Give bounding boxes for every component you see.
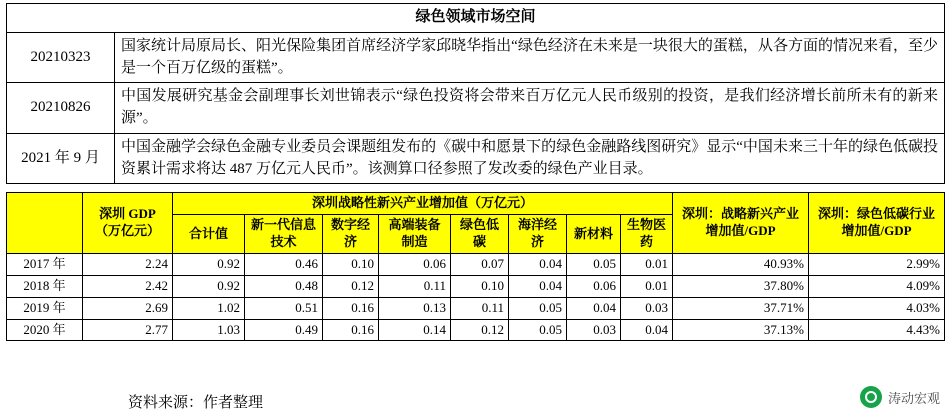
cell-materials: 0.05	[567, 253, 621, 275]
cell-total: 0.92	[173, 275, 245, 297]
table-row	[7, 32, 945, 83]
cell-it: 0.49	[245, 319, 323, 341]
header-gdp: 深圳 GDP（万亿元）	[83, 193, 173, 254]
cell-bio: 0.01	[621, 253, 673, 275]
cell-ratio-green: 2.99%	[809, 253, 945, 275]
watermark	[856, 384, 944, 410]
cell-it: 0.51	[245, 297, 323, 319]
cell-equipment: 0.11	[379, 275, 451, 297]
cell-bio: 0.03	[621, 297, 673, 319]
table-row	[7, 297, 945, 319]
source-note: 资料来源：作者整理	[128, 395, 264, 411]
row-year: 2017 年	[7, 253, 83, 275]
table-row	[7, 319, 945, 341]
subheader-equipment: 高端装备制造	[379, 215, 451, 254]
quote-table	[6, 3, 945, 184]
subheader-marine: 海洋经济	[509, 215, 567, 254]
row-year: 2018 年	[7, 275, 83, 297]
cell-green: 0.12	[451, 319, 509, 341]
cell-materials: 0.04	[567, 297, 621, 319]
table-row	[7, 133, 945, 184]
corner-cell	[7, 193, 83, 254]
cell-marine: 0.04	[509, 275, 567, 297]
table-row	[7, 83, 945, 134]
quote-text: 中国发展研究基金会副理事长刘世锦表示“绿色投资将会带来百万亿元人民币级别的投资，是我们经济增长前所未有的新来源”。	[115, 83, 945, 134]
cell-materials: 0.06	[567, 275, 621, 297]
quote-date: 20210323	[7, 32, 115, 83]
table-row	[7, 253, 945, 275]
subheader-digital: 数字经济	[323, 215, 379, 254]
cell-ratio-emerging: 40.93%	[673, 253, 809, 275]
cell-digital: 0.16	[323, 319, 379, 341]
cell-gdp: 2.24	[83, 253, 173, 275]
cell-marine: 0.05	[509, 297, 567, 319]
header-ratio-emerging: 深圳：战略新兴产业增加值/GDP	[673, 193, 809, 254]
cell-total: 1.03	[173, 319, 245, 341]
watermark-logo-icon	[860, 386, 882, 408]
cell-ratio-green: 4.03%	[809, 297, 945, 319]
subheader-total: 合计值	[173, 215, 245, 254]
cell-green: 0.07	[451, 253, 509, 275]
row-year: 2019 年	[7, 297, 83, 319]
cell-gdp: 2.42	[83, 275, 173, 297]
row-year: 2020 年	[7, 319, 83, 341]
cell-digital: 0.12	[323, 275, 379, 297]
cell-equipment: 0.14	[379, 319, 451, 341]
cell-equipment: 0.13	[379, 297, 451, 319]
quote-date: 2021 年 9 月	[7, 133, 115, 184]
cell-ratio-emerging: 37.71%	[673, 297, 809, 319]
watermark-text: 涛动宏观	[887, 390, 940, 406]
cell-ratio-emerging: 37.13%	[673, 319, 809, 341]
subheader-green: 绿色低碳	[451, 215, 509, 254]
cell-gdp: 2.77	[83, 319, 173, 341]
cell-gdp: 2.69	[83, 297, 173, 319]
quote-title-row	[7, 4, 945, 33]
cell-total: 0.92	[173, 253, 245, 275]
data-table	[6, 192, 945, 341]
cell-ratio-emerging: 37.80%	[673, 275, 809, 297]
cell-ratio-green: 4.09%	[809, 275, 945, 297]
cell-materials: 0.03	[567, 319, 621, 341]
data-table-header-row-1	[7, 193, 945, 215]
document-page	[0, 3, 952, 418]
table-row	[7, 275, 945, 297]
cell-digital: 0.16	[323, 297, 379, 319]
quote-table-title: 绿色领域市场空间	[7, 4, 945, 33]
quote-text: 国家统计局原局长、阳光保险集团首席经济学家邱晓华指出“绿色经济在未来是一块很大的蛋糕，从各方面的情况来看，至少是一个百万亿级的蛋糕”。	[115, 32, 945, 83]
cell-bio: 0.01	[621, 275, 673, 297]
cell-it: 0.48	[245, 275, 323, 297]
header-ratio-green: 深圳：绿色低碳行业增加值/GDP	[809, 193, 945, 254]
cell-marine: 0.05	[509, 319, 567, 341]
cell-it: 0.46	[245, 253, 323, 275]
quote-text: 中国金融学会绿色金融专业委员会课题组发布的《碳中和愿景下的绿色金融路线图研究》显示“中国未来三十年的绿色低碳投资累计需求将达 487 万亿元人民币”。该测算口径参照了发改委的绿色产业目录。	[115, 133, 945, 184]
cell-equipment: 0.06	[379, 253, 451, 275]
cell-total: 1.02	[173, 297, 245, 319]
cell-marine: 0.04	[509, 253, 567, 275]
cell-ratio-green: 4.43%	[809, 319, 945, 341]
cell-green: 0.11	[451, 297, 509, 319]
subheader-it: 新一代信息技术	[245, 215, 323, 254]
cell-green: 0.10	[451, 275, 509, 297]
header-emerging: 深圳战略性新兴产业增加值（万亿元）	[173, 193, 673, 215]
cell-bio: 0.04	[621, 319, 673, 341]
cell-digital: 0.10	[323, 253, 379, 275]
subheader-materials: 新材料	[567, 215, 621, 254]
subheader-bio: 生物医药	[621, 215, 673, 254]
quote-date: 20210826	[7, 83, 115, 134]
